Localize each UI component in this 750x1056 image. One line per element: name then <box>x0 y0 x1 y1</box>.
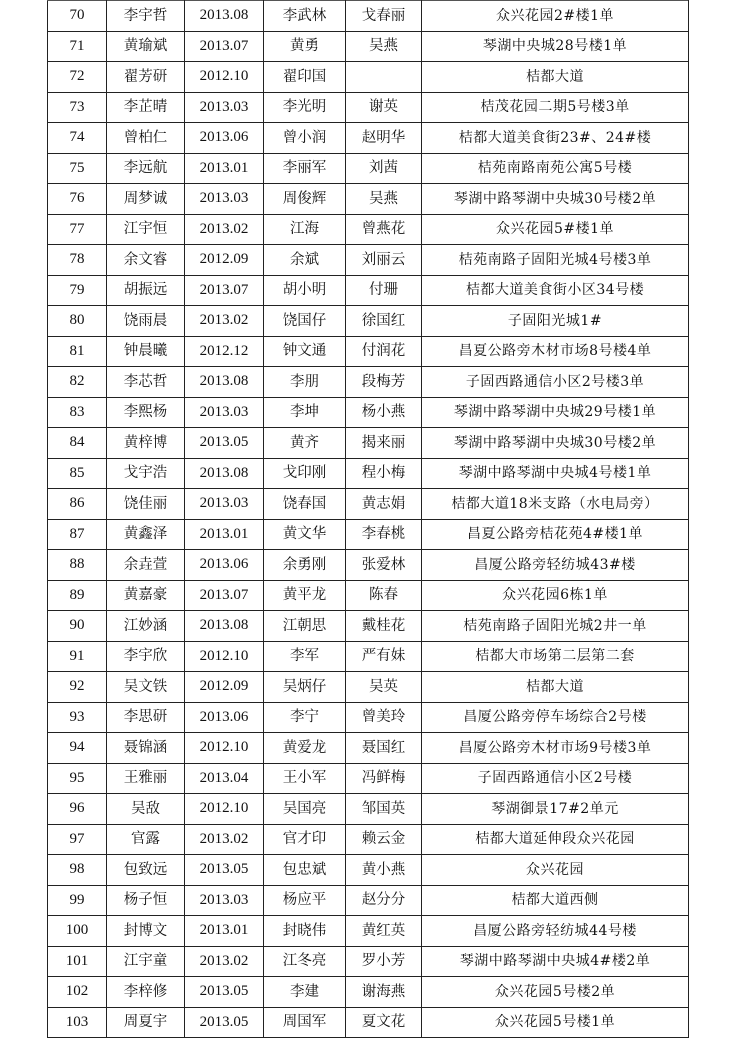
birth-date-cell: 2012.09 <box>185 245 264 276</box>
mother-name-cell: 吴英 <box>346 672 422 703</box>
table-row <box>48 702 689 733</box>
row-number-cell: 95 <box>48 763 107 794</box>
father-name-cell: 官才印 <box>264 824 346 855</box>
student-name-cell: 饶雨晨 <box>107 306 185 337</box>
address-cell: 琴湖中路琴湖中央城4号楼1单 <box>422 458 689 489</box>
row-number-cell: 99 <box>48 885 107 916</box>
birth-date-cell: 2012.10 <box>185 62 264 93</box>
row-number-cell: 76 <box>48 184 107 215</box>
table-row <box>48 824 689 855</box>
birth-date-cell: 2013.08 <box>185 458 264 489</box>
row-number-cell: 87 <box>48 519 107 550</box>
student-name-cell: 吴文铁 <box>107 672 185 703</box>
table-row <box>48 672 689 703</box>
address-cell: 昌夏公路旁桔花苑4#楼1单 <box>422 519 689 550</box>
table-row <box>48 977 689 1008</box>
father-name-cell: 李丽军 <box>264 153 346 184</box>
mother-name-cell: 赵分分 <box>346 885 422 916</box>
student-name-cell: 李思研 <box>107 702 185 733</box>
row-number-cell: 92 <box>48 672 107 703</box>
address-cell: 桔苑南路子固阳光城4号楼3单 <box>422 245 689 276</box>
mother-name-cell: 夏文花 <box>346 1007 422 1038</box>
mother-name-cell: 杨小燕 <box>346 397 422 428</box>
birth-date-cell: 2013.06 <box>185 550 264 581</box>
student-name-cell: 李宇哲 <box>107 1 185 32</box>
mother-name-cell: 吴燕 <box>346 184 422 215</box>
birth-date-cell: 2013.01 <box>185 153 264 184</box>
student-name-cell: 李梓修 <box>107 977 185 1008</box>
student-name-cell: 包致远 <box>107 855 185 886</box>
address-cell: 琴湖中路琴湖中央城30号楼2单 <box>422 428 689 459</box>
roster-table-body <box>48 1 689 1038</box>
table-row <box>48 580 689 611</box>
father-name-cell: 包忠斌 <box>264 855 346 886</box>
student-name-cell: 封博文 <box>107 916 185 947</box>
mother-name-cell: 罗小芳 <box>346 946 422 977</box>
address-cell: 桔都大道 <box>422 672 689 703</box>
father-name-cell: 周国军 <box>264 1007 346 1038</box>
address-cell: 昌夏公路旁木材市场8号楼4单 <box>422 336 689 367</box>
row-number-cell: 102 <box>48 977 107 1008</box>
birth-date-cell: 2013.07 <box>185 580 264 611</box>
mother-name-cell: 徐国红 <box>346 306 422 337</box>
row-number-cell: 96 <box>48 794 107 825</box>
student-name-cell: 黄嘉豪 <box>107 580 185 611</box>
address-cell: 琴湖中路琴湖中央城4#楼2单 <box>422 946 689 977</box>
table-row <box>48 763 689 794</box>
table-row <box>48 641 689 672</box>
row-number-cell: 70 <box>48 1 107 32</box>
student-name-cell: 饶佳丽 <box>107 489 185 520</box>
address-cell: 桔茂花园二期5号楼3单 <box>422 92 689 123</box>
mother-name-cell: 聂国红 <box>346 733 422 764</box>
row-number-cell: 100 <box>48 916 107 947</box>
table-row <box>48 306 689 337</box>
address-cell: 琴湖中央城28号楼1单 <box>422 31 689 62</box>
birth-date-cell: 2013.03 <box>185 885 264 916</box>
father-name-cell: 吴国亮 <box>264 794 346 825</box>
student-name-cell: 江宇童 <box>107 946 185 977</box>
table-row <box>48 550 689 581</box>
address-cell: 众兴花园 <box>422 855 689 886</box>
father-name-cell: 吴炳仔 <box>264 672 346 703</box>
table-row <box>48 92 689 123</box>
table-row <box>48 489 689 520</box>
mother-name-cell: 黄红英 <box>346 916 422 947</box>
address-cell: 昌厦公路旁轻纺城43#楼 <box>422 550 689 581</box>
birth-date-cell: 2013.02 <box>185 824 264 855</box>
address-cell: 昌厦公路旁轻纺城44号楼 <box>422 916 689 947</box>
father-name-cell: 李武林 <box>264 1 346 32</box>
father-name-cell: 饶春国 <box>264 489 346 520</box>
table-row <box>48 916 689 947</box>
mother-name-cell: 揭来丽 <box>346 428 422 459</box>
student-name-cell: 周梦诚 <box>107 184 185 215</box>
father-name-cell: 黄平龙 <box>264 580 346 611</box>
table-row <box>48 855 689 886</box>
student-name-cell: 黄梓博 <box>107 428 185 459</box>
birth-date-cell: 2013.06 <box>185 702 264 733</box>
student-name-cell: 聂锦涵 <box>107 733 185 764</box>
student-name-cell: 黄鑫泽 <box>107 519 185 550</box>
row-number-cell: 98 <box>48 855 107 886</box>
father-name-cell: 李军 <box>264 641 346 672</box>
birth-date-cell: 2012.12 <box>185 336 264 367</box>
father-name-cell: 翟印国 <box>264 62 346 93</box>
student-name-cell: 江妙涵 <box>107 611 185 642</box>
address-cell: 众兴花园6栋1单 <box>422 580 689 611</box>
birth-date-cell: 2013.01 <box>185 519 264 550</box>
table-row <box>48 733 689 764</box>
table-row <box>48 153 689 184</box>
father-name-cell: 王小军 <box>264 763 346 794</box>
row-number-cell: 94 <box>48 733 107 764</box>
table-row <box>48 611 689 642</box>
address-cell: 桔都大道美食街小区34号楼 <box>422 275 689 306</box>
row-number-cell: 72 <box>48 62 107 93</box>
row-number-cell: 90 <box>48 611 107 642</box>
birth-date-cell: 2013.05 <box>185 428 264 459</box>
birth-date-cell: 2012.10 <box>185 794 264 825</box>
table-row <box>48 31 689 62</box>
table-row <box>48 946 689 977</box>
address-cell: 众兴花园5#楼1单 <box>422 214 689 245</box>
address-cell: 昌厦公路旁停车场综合2号楼 <box>422 702 689 733</box>
address-cell: 桔都大道美食街23#、24#楼 <box>422 123 689 154</box>
birth-date-cell: 2012.09 <box>185 672 264 703</box>
mother-name-cell: 赵明华 <box>346 123 422 154</box>
table-row <box>48 184 689 215</box>
address-cell: 昌厦公路旁木材市场9号楼3单 <box>422 733 689 764</box>
row-number-cell: 78 <box>48 245 107 276</box>
row-number-cell: 101 <box>48 946 107 977</box>
birth-date-cell: 2013.06 <box>185 123 264 154</box>
student-name-cell: 曾柏仁 <box>107 123 185 154</box>
table-row <box>48 519 689 550</box>
student-name-cell: 戈宇浩 <box>107 458 185 489</box>
student-name-cell: 杨子恒 <box>107 885 185 916</box>
row-number-cell: 83 <box>48 397 107 428</box>
row-number-cell: 74 <box>48 123 107 154</box>
row-number-cell: 86 <box>48 489 107 520</box>
father-name-cell: 周俊辉 <box>264 184 346 215</box>
father-name-cell: 余斌 <box>264 245 346 276</box>
birth-date-cell: 2012.10 <box>185 733 264 764</box>
mother-name-cell: 张爱林 <box>346 550 422 581</box>
birth-date-cell: 2013.03 <box>185 92 264 123</box>
father-name-cell: 钟文通 <box>264 336 346 367</box>
father-name-cell: 李朋 <box>264 367 346 398</box>
birth-date-cell: 2013.08 <box>185 611 264 642</box>
row-number-cell: 71 <box>48 31 107 62</box>
table-row <box>48 275 689 306</box>
father-name-cell: 李坤 <box>264 397 346 428</box>
address-cell: 桔苑南路子固阳光城2井一单 <box>422 611 689 642</box>
table-row <box>48 397 689 428</box>
birth-date-cell: 2012.10 <box>185 641 264 672</box>
address-cell: 桔都大道 <box>422 62 689 93</box>
birth-date-cell: 2013.03 <box>185 489 264 520</box>
student-name-cell: 翟芳研 <box>107 62 185 93</box>
mother-name-cell: 谢英 <box>346 92 422 123</box>
table-row <box>48 123 689 154</box>
mother-name-cell <box>346 62 422 93</box>
row-number-cell: 82 <box>48 367 107 398</box>
row-number-cell: 89 <box>48 580 107 611</box>
row-number-cell: 79 <box>48 275 107 306</box>
student-name-cell: 余垚萱 <box>107 550 185 581</box>
student-name-cell: 李远航 <box>107 153 185 184</box>
address-cell: 子固西路通信小区2号楼3单 <box>422 367 689 398</box>
father-name-cell: 李光明 <box>264 92 346 123</box>
address-cell: 众兴花园2#楼1单 <box>422 1 689 32</box>
student-name-cell: 李宇欣 <box>107 641 185 672</box>
table-row <box>48 794 689 825</box>
student-name-cell: 李芯哲 <box>107 367 185 398</box>
address-cell: 桔都大道延伸段众兴花园 <box>422 824 689 855</box>
student-name-cell: 黄瑜斌 <box>107 31 185 62</box>
table-row <box>48 367 689 398</box>
table-row <box>48 214 689 245</box>
birth-date-cell: 2013.08 <box>185 367 264 398</box>
father-name-cell: 杨应平 <box>264 885 346 916</box>
row-number-cell: 73 <box>48 92 107 123</box>
row-number-cell: 103 <box>48 1007 107 1038</box>
row-number-cell: 85 <box>48 458 107 489</box>
table-row <box>48 885 689 916</box>
father-name-cell: 江朝思 <box>264 611 346 642</box>
row-number-cell: 80 <box>48 306 107 337</box>
student-name-cell: 钟晨曦 <box>107 336 185 367</box>
birth-date-cell: 2013.05 <box>185 855 264 886</box>
birth-date-cell: 2013.03 <box>185 184 264 215</box>
table-row <box>48 62 689 93</box>
father-name-cell: 余勇刚 <box>264 550 346 581</box>
birth-date-cell: 2013.04 <box>185 763 264 794</box>
table-row <box>48 458 689 489</box>
mother-name-cell: 付润花 <box>346 336 422 367</box>
father-name-cell: 黄文华 <box>264 519 346 550</box>
address-cell: 子固西路通信小区2号楼 <box>422 763 689 794</box>
mother-name-cell: 曾美玲 <box>346 702 422 733</box>
address-cell: 桔都大道18米支路（水电局旁） <box>422 489 689 520</box>
student-name-cell: 江宇恒 <box>107 214 185 245</box>
table-row <box>48 1007 689 1038</box>
father-name-cell: 李宁 <box>264 702 346 733</box>
father-name-cell: 饶国仔 <box>264 306 346 337</box>
table-row <box>48 428 689 459</box>
mother-name-cell: 赖云金 <box>346 824 422 855</box>
student-name-cell: 余文睿 <box>107 245 185 276</box>
row-number-cell: 77 <box>48 214 107 245</box>
mother-name-cell: 曾燕花 <box>346 214 422 245</box>
father-name-cell: 黄爱龙 <box>264 733 346 764</box>
student-name-cell: 王雅丽 <box>107 763 185 794</box>
mother-name-cell: 刘茜 <box>346 153 422 184</box>
student-name-cell: 胡振远 <box>107 275 185 306</box>
address-cell: 桔都大市场第二层第二套 <box>422 641 689 672</box>
row-number-cell: 91 <box>48 641 107 672</box>
address-cell: 琴湖中路琴湖中央城30号楼2单 <box>422 184 689 215</box>
student-name-cell: 李芷晴 <box>107 92 185 123</box>
row-number-cell: 97 <box>48 824 107 855</box>
birth-date-cell: 2013.02 <box>185 214 264 245</box>
birth-date-cell: 2013.05 <box>185 1007 264 1038</box>
address-cell: 子固阳光城1# <box>422 306 689 337</box>
address-cell: 琴湖御景17#2单元 <box>422 794 689 825</box>
student-name-cell: 周夏宇 <box>107 1007 185 1038</box>
mother-name-cell: 戈春丽 <box>346 1 422 32</box>
birth-date-cell: 2013.03 <box>185 397 264 428</box>
mother-name-cell: 戴桂花 <box>346 611 422 642</box>
row-number-cell: 75 <box>48 153 107 184</box>
mother-name-cell: 段梅芳 <box>346 367 422 398</box>
birth-date-cell: 2013.07 <box>185 31 264 62</box>
father-name-cell: 封晓伟 <box>264 916 346 947</box>
address-cell: 众兴花园5号楼1单 <box>422 1007 689 1038</box>
mother-name-cell: 谢海燕 <box>346 977 422 1008</box>
mother-name-cell: 陈春 <box>346 580 422 611</box>
mother-name-cell: 程小梅 <box>346 458 422 489</box>
mother-name-cell: 李春桃 <box>346 519 422 550</box>
father-name-cell: 李建 <box>264 977 346 1008</box>
mother-name-cell: 黄志娟 <box>346 489 422 520</box>
mother-name-cell: 刘丽云 <box>346 245 422 276</box>
birth-date-cell: 2013.02 <box>185 306 264 337</box>
mother-name-cell: 严有妹 <box>346 641 422 672</box>
address-cell: 众兴花园5号楼2单 <box>422 977 689 1008</box>
row-number-cell: 81 <box>48 336 107 367</box>
mother-name-cell: 邹国英 <box>346 794 422 825</box>
table-row <box>48 336 689 367</box>
student-name-cell: 李熙杨 <box>107 397 185 428</box>
father-name-cell: 江海 <box>264 214 346 245</box>
father-name-cell: 黄齐 <box>264 428 346 459</box>
birth-date-cell: 2013.05 <box>185 977 264 1008</box>
student-name-cell: 官露 <box>107 824 185 855</box>
birth-date-cell: 2013.01 <box>185 916 264 947</box>
table-row <box>48 1 689 32</box>
mother-name-cell: 黄小燕 <box>346 855 422 886</box>
row-number-cell: 84 <box>48 428 107 459</box>
row-number-cell: 88 <box>48 550 107 581</box>
address-cell: 琴湖中路琴湖中央城29号楼1单 <box>422 397 689 428</box>
mother-name-cell: 吴燕 <box>346 31 422 62</box>
birth-date-cell: 2013.08 <box>185 1 264 32</box>
father-name-cell: 江冬亮 <box>264 946 346 977</box>
father-name-cell: 戈印刚 <box>264 458 346 489</box>
mother-name-cell: 冯鲜梅 <box>346 763 422 794</box>
father-name-cell: 曾小润 <box>264 123 346 154</box>
address-cell: 桔苑南路南苑公寓5号楼 <box>422 153 689 184</box>
birth-date-cell: 2013.02 <box>185 946 264 977</box>
father-name-cell: 黄勇 <box>264 31 346 62</box>
student-name-cell: 吴敌 <box>107 794 185 825</box>
birth-date-cell: 2013.07 <box>185 275 264 306</box>
row-number-cell: 93 <box>48 702 107 733</box>
mother-name-cell: 付珊 <box>346 275 422 306</box>
table-row <box>48 245 689 276</box>
roster-table <box>47 0 689 1038</box>
address-cell: 桔都大道西侧 <box>422 885 689 916</box>
father-name-cell: 胡小明 <box>264 275 346 306</box>
